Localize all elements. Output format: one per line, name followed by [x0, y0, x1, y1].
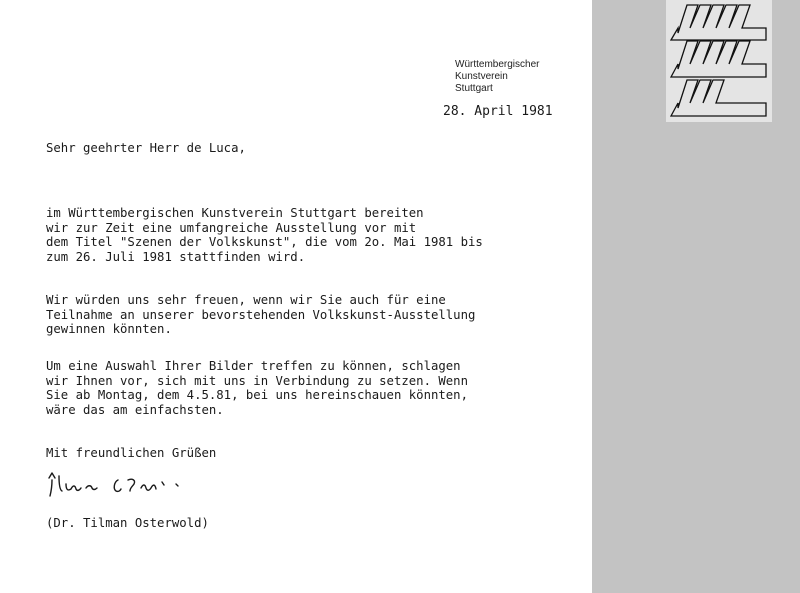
salutation: Sehr geehrter Herr de Luca,	[46, 141, 246, 155]
paragraph-line: wäre das am einfachsten.	[46, 402, 224, 417]
paragraph-line: Wir würden uns sehr freuen, wenn wir Sie auch für eine	[46, 293, 446, 307]
paragraph-1	[46, 206, 483, 264]
paragraph-line: im Württembergischen Kunstverein Stuttgart bereiten	[46, 206, 424, 220]
paragraph-line: dem Titel "Szenen der Volkskunst", die vom 2o. Mai 1981 bis	[46, 235, 483, 249]
side-panel	[592, 0, 800, 593]
handwritten-signature-icon	[46, 468, 246, 498]
paragraph-line: wir zur Zeit eine umfangreiche Ausstellung vor mit	[46, 220, 417, 235]
paragraph-3	[46, 359, 468, 417]
paragraph-line: zum 26. Juli 1981 stattfinden wird.	[46, 249, 306, 264]
paragraph-line: wir Ihnen vor, sich mit uns in Verbindung zu setzen. Wenn	[46, 373, 468, 388]
paragraph-line: Sie ab Montag, dem 4.5.81, bei uns hereinschauen könnten,	[46, 388, 468, 402]
sender-line: Kunstverein	[455, 71, 508, 82]
kunstverein-logo-icon	[666, 0, 772, 122]
signatory-name: (Dr. Tilman Osterwold)	[46, 516, 209, 530]
letter-date: 28. April 1981	[443, 104, 553, 119]
paragraph-line: Um eine Auswahl Ihrer Bilder treffen zu können, schlagen	[46, 359, 461, 373]
paragraph-line: gewinnen könnten.	[46, 322, 172, 336]
closing: Mit freundlichen Grüßen	[46, 446, 217, 460]
sender-line: Württembergischer	[455, 59, 540, 70]
paragraph-2	[46, 293, 475, 337]
sender-address	[455, 59, 539, 95]
paragraph-line: Teilnahme an unserer bevorstehenden Volkskunst-Ausstellung	[46, 307, 476, 322]
sender-line: Stuttgart	[455, 83, 493, 94]
